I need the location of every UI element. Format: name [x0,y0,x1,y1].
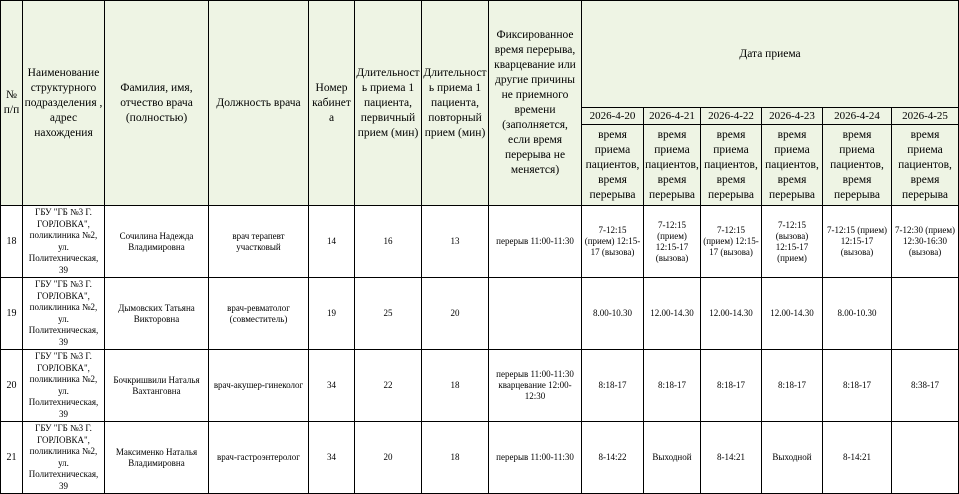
org-cell [23,278,105,350]
header-break: Фиксированное время перерыва, кварцевание или другие причины не приемного времени (заполняется, если время перерыва не меняется) [489,1,582,206]
time-label-header: время приема пациентов, время перерыва [823,125,892,206]
header-fio: Фамилия, имя, отчество врача (полностью) [105,1,209,206]
day-cell: 7-12:30 (прием) 12:30-16:30 (вызова) [892,206,959,278]
fio-cell: Сочилина Надежда Владимировна [105,206,209,278]
org-text: ГБУ "ГБ №3 Г. ГОРЛОВКА", поликлиника №2, ул. Политехническая, 39 [28,424,99,491]
row-number: 18 [1,206,23,278]
break-cell: перерыв 11:00-11:30 кварцевание 12:00-12:30 [489,350,582,422]
header-repeat-visit: Длительность приема 1 пациента, повторный прием (мин) [422,1,489,206]
first-visit-cell: 25 [355,278,422,350]
org-cell [23,422,105,494]
day-cell: 8-14:21 [823,422,892,494]
date-header: 2026-4-20 [582,108,644,125]
row-number: 21 [1,422,23,494]
date-header: 2026-4-23 [762,108,823,125]
header-cabinet: Номер кабинета [309,1,355,206]
break-cell: перерыв 11:00-11:30 [489,422,582,494]
break-cell [489,278,582,350]
date-header: 2026-4-24 [823,108,892,125]
header-position: Должность врача [209,1,309,206]
cabinet-cell: 19 [309,278,355,350]
day-cell: 8:18-17 [644,350,701,422]
table-row [1,278,959,350]
day-cell: 12.00-14.30 [762,278,823,350]
header-date-group: Дата приема [582,1,959,108]
position-cell: врач-гастроэнтеролог [209,422,309,494]
position-cell: врач-акушер-гинеколог [209,350,309,422]
time-label-header: время приема пациентов, время перерыва [644,125,701,206]
position-cell: врач-ревматолог (совместитель) [209,278,309,350]
table-row [1,350,959,422]
date-header: 2026-4-22 [701,108,762,125]
day-cell: 8.00-10.30 [582,278,644,350]
first-visit-cell: 20 [355,422,422,494]
org-text: ГБУ "ГБ №3 Г. ГОРЛОВКА", поликлиника №2, ул. Политехническая, 39 [28,352,99,419]
repeat-visit-cell: 18 [422,422,489,494]
day-cell: 8.00-10.30 [823,278,892,350]
table-row [1,422,959,494]
day-cell: 12.00-14.30 [701,278,762,350]
time-label-header: время приема пациентов, время перерыва [701,125,762,206]
repeat-visit-cell: 20 [422,278,489,350]
org-text: ГБУ "ГБ №3 Г. ГОРЛОВКА", поликлиника №2, ул. Политехническая, 39 [28,280,99,347]
header-org: Наименование структурного подразделения , адрес нахождения [23,1,105,206]
table-row [1,206,959,278]
org-cell [23,206,105,278]
header-first-visit: Длительность приема 1 пациента, первичный прием (мин) [355,1,422,206]
day-cell: 8:18-17 [762,350,823,422]
cabinet-cell: 34 [309,350,355,422]
time-label-header: время приема пациентов, время перерыва [582,125,644,206]
header-num: № п/п [1,1,23,206]
day-cell: 8:18-17 [582,350,644,422]
break-cell: перерыв 11:00-11:30 [489,206,582,278]
day-cell: 7-12:15 (вызова) 12:15-17 (прием) [762,206,823,278]
first-visit-cell: 22 [355,350,422,422]
day-cell: 8-14:21 [701,422,762,494]
day-cell: 7-12:15 (прием) 12:15-17 (вызова) [644,206,701,278]
day-cell: 12.00-14.30 [644,278,701,350]
day-cell: 8:18-17 [823,350,892,422]
repeat-visit-cell: 13 [422,206,489,278]
day-cell: Выходной [644,422,701,494]
fio-cell: Дымовских Татьяна Викторовна [105,278,209,350]
day-cell: 8-14:22 [582,422,644,494]
cabinet-cell: 14 [309,206,355,278]
first-visit-cell: 16 [355,206,422,278]
time-label-header: время приема пациентов, время перерыва [892,125,959,206]
day-cell: 7-12:15 (прием) 12:15-17 (вызова) [823,206,892,278]
time-label-header: время приема пациентов, время перерыва [762,125,823,206]
date-header: 2026-4-21 [644,108,701,125]
date-header: 2026-4-25 [892,108,959,125]
row-number: 19 [1,278,23,350]
day-cell [892,422,959,494]
row-number: 20 [1,350,23,422]
org-text: ГБУ "ГБ №3 Г. ГОРЛОВКА", поликлиника №2, ул. Политехническая, 39 [28,208,99,275]
fio-cell: Бочкришвили Наталья Вахтанговна [105,350,209,422]
fio-cell: Максименко Наталья Владимировна [105,422,209,494]
day-cell: 7-12:15 (прием) 12:15-17 (вызова) [582,206,644,278]
day-cell [892,278,959,350]
day-cell: Выходной [762,422,823,494]
position-cell: врач терапевт участковый [209,206,309,278]
day-cell: 8:38-17 [892,350,959,422]
day-cell: 8:18-17 [701,350,762,422]
day-cell: 7-12:15 (прием) 12:15-17 (вызова) [701,206,762,278]
cabinet-cell: 34 [309,422,355,494]
org-cell [23,350,105,422]
repeat-visit-cell: 18 [422,350,489,422]
